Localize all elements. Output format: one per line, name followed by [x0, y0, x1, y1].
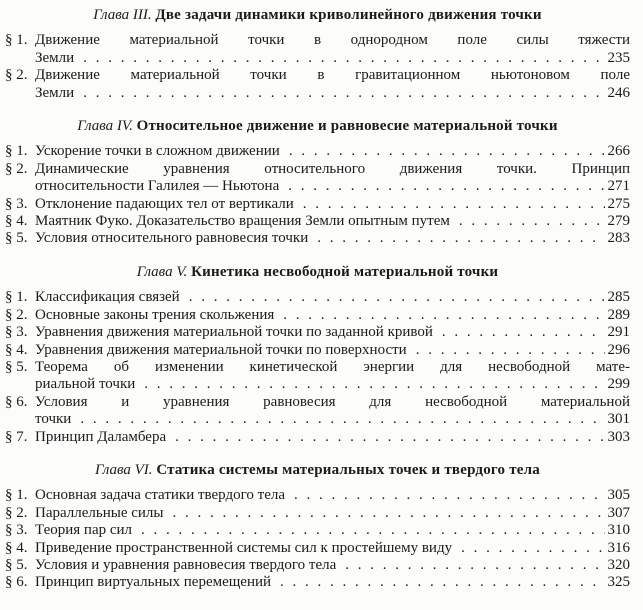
- chapter-title-text: Относительное движение и равновесие материальной точки: [136, 118, 558, 135]
- chapter-title: [5, 264, 630, 281]
- section-label: § 2.: [5, 67, 28, 84]
- entry-text: относительности Галилея — Ньютона: [35, 178, 280, 195]
- toc-entry: [5, 342, 630, 359]
- entry-text: Ускорение точки в сложном движении: [35, 143, 280, 160]
- entry-line: [35, 574, 630, 591]
- entry-body: [35, 196, 630, 213]
- chapter-block: [5, 462, 630, 592]
- entry-text: риальной точки: [35, 376, 136, 393]
- entry-line: [35, 213, 630, 230]
- toc-entry: [5, 540, 630, 557]
- entry-body: [35, 213, 630, 230]
- dot-leader: [164, 505, 606, 522]
- dot-leader: [132, 522, 605, 539]
- entry-text: Принцип Даламбера: [35, 428, 167, 445]
- chapter-number: Глава V.: [136, 263, 192, 280]
- page-number: 279: [607, 213, 630, 230]
- entry-text: Земли: [35, 84, 75, 101]
- toc-entry: [5, 324, 630, 341]
- entry-body: [35, 429, 630, 446]
- toc-entry: [5, 143, 630, 160]
- toc-entry: [5, 505, 630, 522]
- entry-text: Маятник Фуко. Доказательство вращения Земли опытным путем: [35, 213, 450, 230]
- chapter-title: [5, 462, 630, 479]
- entry-body: [35, 307, 630, 324]
- chapter-number: Глава IV.: [77, 118, 137, 135]
- chapter-block: [5, 264, 630, 446]
- entry-line: [35, 487, 630, 504]
- toc-entry: [5, 394, 630, 429]
- entry-line: Теорема об изменении кинетической энергии для несвободной мате-: [35, 358, 630, 375]
- chapter-number: Глава III.: [93, 7, 156, 23]
- dot-leader: [166, 429, 605, 446]
- section-label: § 3.: [5, 195, 28, 212]
- section-label: § 1.: [5, 32, 28, 49]
- entry-line: [35, 143, 630, 160]
- toc-entry: [5, 67, 630, 102]
- page-number: 283: [607, 230, 630, 247]
- section-label: § 7.: [5, 428, 28, 445]
- entry-body: [35, 505, 630, 522]
- entry-text: Основная задача статики твердого тела: [35, 487, 285, 504]
- entry-text: Отклонение падающих тел от вертикали: [35, 195, 294, 212]
- dot-leader: [452, 540, 605, 557]
- dot-leader: [274, 307, 605, 324]
- toc-entry: [5, 213, 630, 230]
- entry-body: [35, 359, 630, 394]
- chapter-block: [5, 7, 630, 102]
- page-number: 285: [607, 289, 630, 306]
- entry-text: Параллельные силы: [35, 504, 164, 521]
- entry-text: Основные законы трения скольжения: [35, 306, 275, 323]
- entry-body: [35, 289, 630, 306]
- dot-leader: [180, 289, 605, 306]
- section-label: § 1.: [5, 289, 28, 306]
- page-number: 310: [607, 522, 630, 539]
- page-number: 299: [607, 376, 630, 393]
- entry-text: точки: [35, 411, 72, 428]
- page-number: 320: [607, 556, 630, 573]
- entry-line: Условия и уравнения равновесия для несвободной материальной: [35, 393, 630, 410]
- entry-body: [35, 522, 630, 539]
- entry-line: [35, 429, 630, 446]
- dot-leader: [294, 196, 605, 213]
- entry-line: [35, 85, 630, 102]
- toc-entry: [5, 574, 630, 591]
- toc-entry: [5, 307, 630, 324]
- toc-entry: [5, 289, 630, 306]
- toc-entry: [5, 522, 630, 539]
- entry-text: Уравнения движения материальной точки по заданной кривой: [35, 324, 433, 341]
- page-number: 246: [607, 84, 630, 101]
- entry-line: Движение материальной точки в однородном поле силы тяжести: [35, 32, 630, 49]
- section-label: § 4.: [5, 341, 28, 358]
- page-number: 291: [607, 324, 630, 341]
- entry-body: [35, 557, 630, 574]
- chapter-title-text: Статика системы материальных точек и твердого тела: [156, 461, 540, 478]
- toc-entry: [5, 230, 630, 247]
- entry-body: [35, 394, 630, 429]
- entry-body: [35, 67, 630, 102]
- chapter-title: [5, 118, 630, 135]
- entry-line: [35, 522, 630, 539]
- dot-leader: [407, 342, 605, 359]
- section-label: § 4.: [5, 539, 28, 556]
- entry-line: [35, 411, 630, 428]
- entry-line: [35, 557, 630, 574]
- dot-leader: [71, 411, 605, 428]
- entry-line: [35, 540, 630, 557]
- entry-line: [35, 196, 630, 213]
- section-label: § 5.: [5, 230, 28, 247]
- section-label: § 1.: [5, 487, 28, 504]
- entry-line: [35, 289, 630, 306]
- page-number: 316: [607, 539, 630, 556]
- section-label: § 6.: [5, 393, 28, 410]
- page-number: 289: [607, 306, 630, 323]
- dot-leader: [279, 178, 605, 195]
- entry-text: Приведение пространственной системы сил к простейшему виду: [35, 539, 453, 556]
- toc-entry: [5, 429, 630, 446]
- entry-body: [35, 487, 630, 504]
- section-label: § 3.: [5, 522, 28, 539]
- toc-entry: [5, 557, 630, 574]
- toc-entry: [5, 32, 630, 67]
- section-label: § 6.: [5, 574, 28, 591]
- entry-text: Уравнения движения материальной точки по поверхности: [35, 341, 407, 358]
- entry-line: Динамические уравнения относительного движения точки. Принцип: [35, 160, 630, 177]
- page-number: 303: [607, 428, 630, 445]
- entry-body: [35, 540, 630, 557]
- section-label: § 5.: [5, 556, 28, 573]
- toc-entry: [5, 487, 630, 504]
- toc-entry: [5, 359, 630, 394]
- page-number: 266: [607, 143, 630, 160]
- section-label: § 4.: [5, 213, 28, 230]
- chapter-number: Глава VI.: [95, 461, 157, 478]
- entry-text: Классификация связей: [35, 289, 180, 306]
- chapter-title: [5, 7, 630, 24]
- dot-leader: [280, 143, 605, 160]
- dot-leader: [450, 213, 605, 230]
- entry-line: [35, 376, 630, 393]
- dot-leader: [308, 230, 605, 247]
- dot-leader: [74, 50, 605, 67]
- page-number: 235: [607, 49, 630, 66]
- dot-leader: [74, 85, 605, 102]
- section-label: § 1.: [5, 143, 28, 160]
- entry-body: [35, 230, 630, 247]
- entry-line: [35, 324, 630, 341]
- toc-entry: [5, 161, 630, 196]
- entry-body: [35, 161, 630, 196]
- entry-text: Условия и уравнения равновесия твердого тела: [35, 556, 337, 573]
- dot-leader: [285, 487, 605, 504]
- table-of-contents: [5, 7, 630, 592]
- entry-line: [35, 50, 630, 67]
- section-label: § 2.: [5, 504, 28, 521]
- entry-line: [35, 178, 630, 195]
- chapter-title-text: Две задачи динамики криволинейного движения точки: [155, 7, 542, 23]
- entry-body: [35, 574, 630, 591]
- page-number: 305: [607, 487, 630, 504]
- chapter-block: [5, 118, 630, 248]
- chapter-title-text: Кинетика несвободной материальной точки: [191, 263, 499, 280]
- entry-body: [35, 32, 630, 67]
- toc-entry: [5, 196, 630, 213]
- page-number: 296: [607, 341, 630, 358]
- dot-leader: [135, 376, 605, 393]
- entry-line: [35, 307, 630, 324]
- entry-text: Принцип виртуальных перемещений: [35, 574, 272, 591]
- entry-line: Движение материальной точки в гравитационном ньютоновом поле: [35, 67, 630, 84]
- page-number: 271: [607, 178, 630, 195]
- dot-leader: [271, 574, 605, 591]
- section-label: § 5.: [5, 358, 28, 375]
- section-label: § 2.: [5, 160, 28, 177]
- dot-leader: [433, 324, 605, 341]
- entry-text: Условия относительного равновесия точки: [35, 230, 309, 247]
- page-number: 275: [607, 195, 630, 212]
- dot-leader: [336, 557, 605, 574]
- section-label: § 3.: [5, 324, 28, 341]
- entry-text: Земли: [35, 49, 75, 66]
- entry-text: Теория пар сил: [35, 522, 133, 539]
- entry-body: [35, 342, 630, 359]
- page-number: 307: [607, 504, 630, 521]
- entry-line: [35, 342, 630, 359]
- page-number: 325: [607, 574, 630, 591]
- entry-body: [35, 143, 630, 160]
- page-number: 301: [607, 411, 630, 428]
- entry-line: [35, 230, 630, 247]
- entry-line: [35, 505, 630, 522]
- entry-body: [35, 324, 630, 341]
- section-label: § 2.: [5, 306, 28, 323]
